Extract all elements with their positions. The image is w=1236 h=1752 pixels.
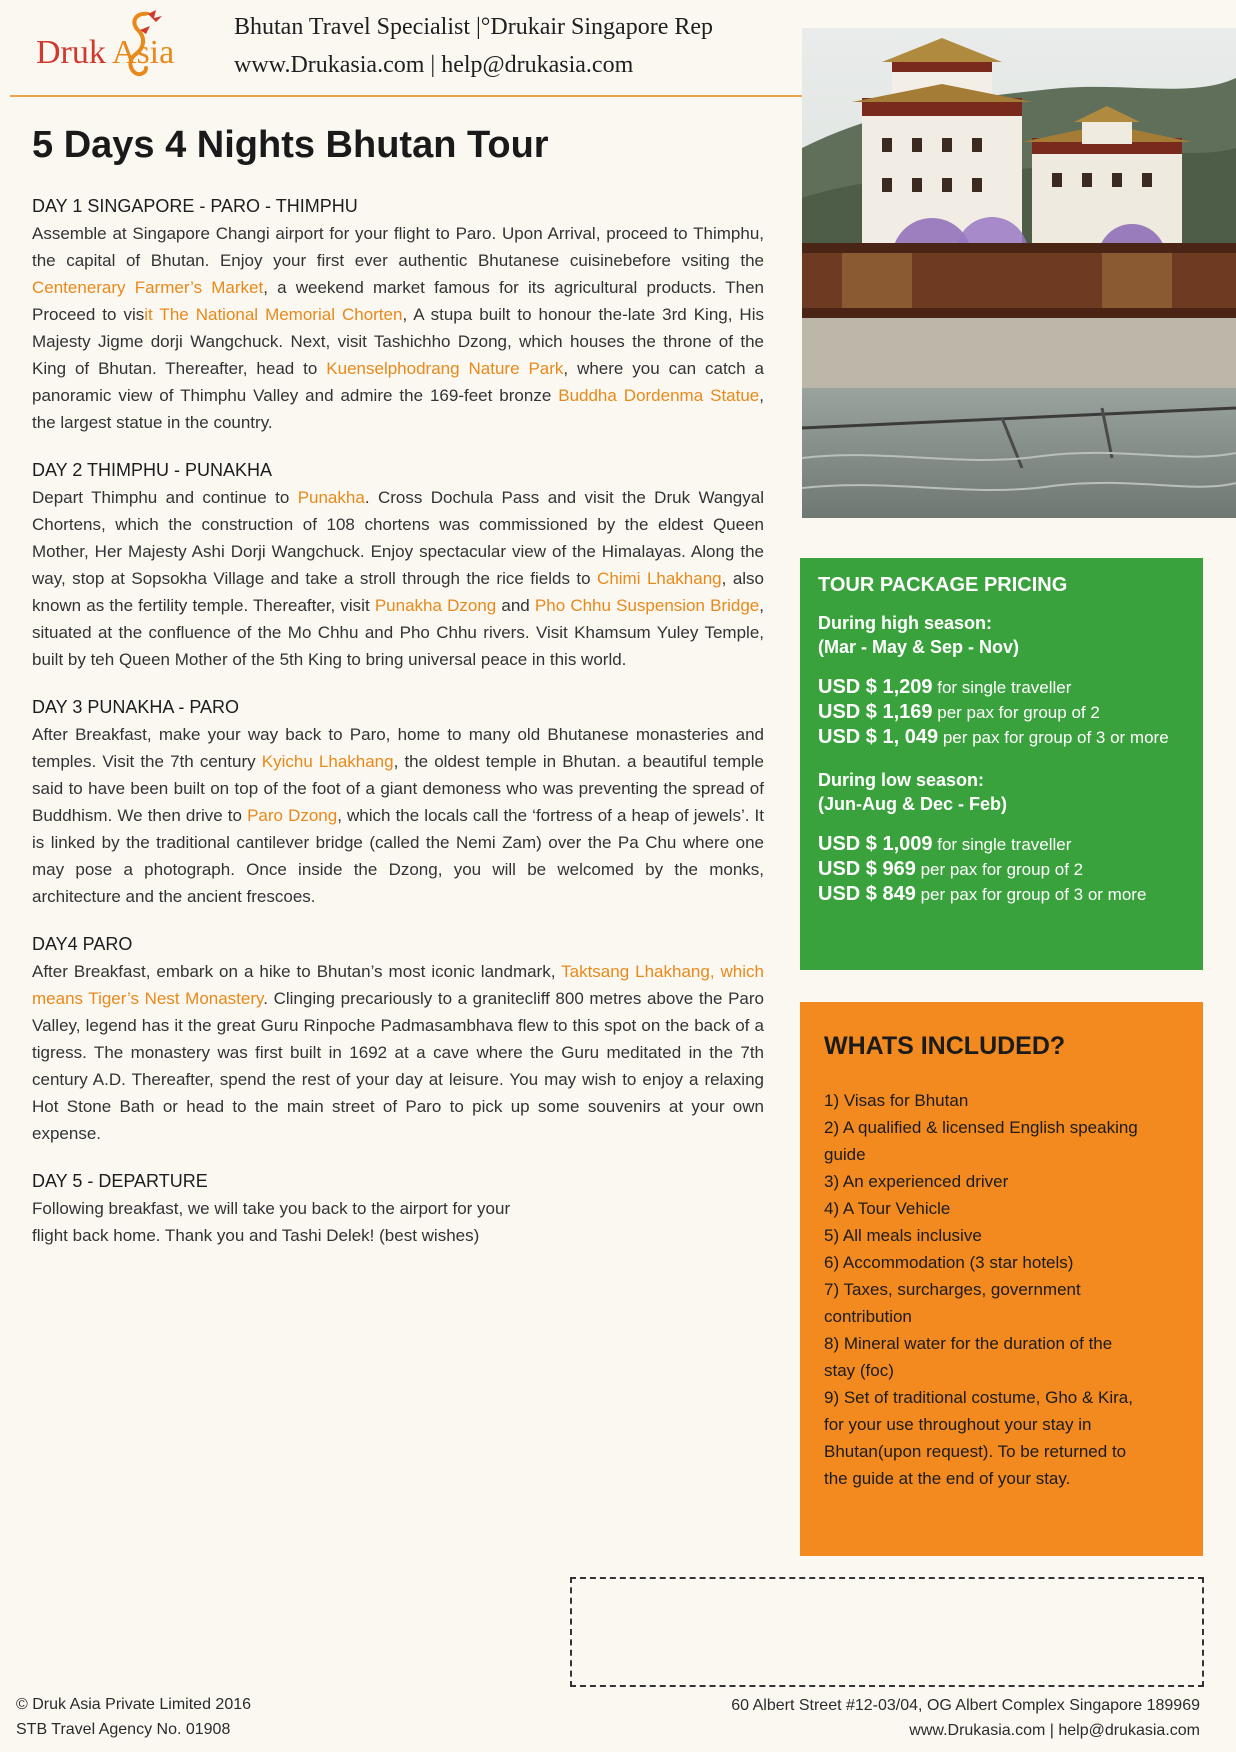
day-3-section	[32, 697, 764, 910]
attraction-highlight: Pho Chhu Suspension Bridge	[534, 596, 760, 615]
included-item: 7) Taxes, surcharges, government contribution	[824, 1280, 1081, 1326]
price-row	[818, 882, 1185, 907]
included-item: 9) Set of traditional costume, Gho & Kira, for your use throughout your stay in Bhutan(upon request). To be returned to the guide at the end of your stay.	[824, 1388, 1133, 1488]
header-tagline: Bhutan Travel Specialist |°Drukair Singapore Rep	[234, 14, 714, 40]
itinerary	[32, 196, 764, 1273]
text-segment: Assemble at Singapore Changi airport for your flight to Paro. Upon Arrival, proceed to Thimphu, the capital of Bhutan. Enjoy your first ever authentic Bhutanese cuisinebefore vsiting the	[32, 224, 764, 270]
price-amount: USD $ 849	[818, 883, 916, 905]
price-row	[818, 700, 1185, 725]
included-item: 4) A Tour Vehicle	[824, 1199, 951, 1218]
day-heading: DAY 1 SINGAPORE - PARO - THIMPHU	[32, 196, 358, 216]
day-2-section	[32, 460, 764, 673]
price-row	[818, 832, 1185, 857]
header-contact: www.Drukasia.com | help@drukasia.com	[234, 52, 634, 78]
day-description	[32, 721, 764, 910]
low-season-range: (Jun-Aug & Dec - Feb)	[818, 794, 1007, 814]
low-season-title: During low season:	[818, 770, 985, 790]
included-item: 1) Visas for Bhutan	[824, 1091, 969, 1110]
attraction-highlight: Chimi Lhakhang	[597, 569, 722, 588]
stamp-area	[570, 1577, 1204, 1687]
day-description	[32, 484, 764, 673]
attraction-highlight: Buddha Dordenma Statue	[558, 386, 760, 405]
included-list	[824, 1087, 1144, 1492]
footer-address: 60 Albert Street #12-03/04, OG Albert Complex Singapore 189969	[731, 1697, 1200, 1714]
text-segment: . Cross Dochula Pass and visit the Druk Wangyal Chortens, which the construction of 108 chortens was commissioned by the eldest Queen Mother, Her Majesty Ashi Dorji Wangchuck. Enjoy spectacular view of the Himalayas. Along the way, stop at Sopsokha Village and take a stroll through the rice fields to	[32, 488, 764, 588]
included-item: 2) A qualified & licensed English speaking guide	[824, 1118, 1138, 1164]
attraction-highlight: Taktsang Lhakhang, which means Tiger’s Nest Monastery	[32, 962, 764, 1008]
day-heading: DAY 2 THIMPHU - PUNAKHA	[32, 460, 273, 480]
footer-license: STB Travel Agency No. 01908	[16, 1721, 231, 1738]
text-segment: , situated at the confluence of the Mo Chhu and Pho Chhu rivers. Visit Khamsum Yuley Temple, built by teh Queen Mother of the 5th King to bring universal peace in this world.	[32, 596, 764, 669]
high-season-label	[818, 611, 1185, 659]
pricing-heading: TOUR PACKAGE PRICING	[818, 574, 1068, 596]
text-segment: Following breakfast, we will take you back to the airport for your flight back home. Thank you and Tashi Delek! (best wishes)	[32, 1199, 511, 1245]
attraction-highlight: it The National Memorial Chorten	[144, 305, 403, 324]
price-amount: USD $ 1,009	[818, 833, 933, 855]
text-segment: After Breakfast, embark on a hike to Bhutan’s most iconic landmark,	[32, 962, 562, 981]
text-segment: , where you can catch a panoramic view of Thimphu Valley and admire the 169-feet bronze	[32, 359, 765, 405]
page-title: 5 Days 4 Nights Bhutan Tour	[32, 124, 549, 166]
text-segment: . Clinging precariously to a granitecliff 800 metres above the Paro Valley, legend has it the great Guru Rinpoche Padmasambhava flew to this spot on the back of a tigress. The monastery was first built in 1692 at a cave where the Guru meditated in the 7th century A.D. Thereafter, spend the rest of your day at leisure. You may wish to enjoy a relaxing Hot Stone Bath or head to the main street of Paro to pick up some souvenirs at your own expense.	[32, 989, 764, 1143]
price-desc: per pax for group of 2	[937, 703, 1100, 722]
included-item: 8) Mineral water for the duration of the stay (foc)	[824, 1334, 1113, 1380]
header-divider	[10, 95, 802, 97]
day-5-section	[32, 1171, 764, 1249]
footer-contact: www.Drukasia.com | help@drukasia.com	[909, 1722, 1200, 1739]
text-segment: , the oldest temple in Bhutan. a beautiful temple said to have been built on top of the foot of a giant demoness who was preventing the spread of Buddhism. We then drive to	[32, 752, 764, 825]
attraction-highlight: Kyichu Lhakhang	[261, 752, 394, 771]
day-description	[32, 1195, 512, 1249]
day-heading: DAY 3 PUNAKHA - PARO	[32, 697, 240, 717]
included-item: 6) Accommodation (3 star hotels)	[824, 1253, 1074, 1272]
price-amount: USD $ 969	[818, 858, 916, 880]
druk-asia-logo	[36, 8, 216, 84]
price-amount: USD $ 1,209	[818, 676, 933, 698]
price-row	[818, 857, 1185, 882]
text-segment: , also known as the fertility temple. Thereafter, visit	[32, 569, 765, 615]
day-description	[32, 220, 764, 436]
day-heading: DAY4 PARO	[32, 934, 133, 954]
attraction-highlight: Punakha Dzong	[374, 596, 497, 615]
price-desc: per pax for group of 3 or more	[920, 885, 1147, 904]
price-amount: USD $ 1, 049	[818, 726, 939, 748]
high-season-range: (Mar - May & Sep - Nov)	[818, 637, 1020, 657]
day-heading: DAY 5 - DEPARTURE	[32, 1171, 208, 1191]
punakha-dzong-photo	[802, 28, 1236, 518]
high-season-title: During high season:	[818, 613, 993, 633]
price-desc: per pax for group of 3 or more	[942, 728, 1169, 747]
footer-copyright: © Druk Asia Private Limited 2016	[16, 1696, 252, 1713]
text-segment: and	[496, 596, 535, 615]
attraction-highlight: Paro Dzong	[247, 806, 338, 825]
text-segment: After Breakfast, make your way back to Paro, home to many old Bhutanese monasteries and temples. Visit the 7th century	[32, 725, 764, 771]
included-item: 5) All meals inclusive	[824, 1226, 982, 1245]
price-desc: for single traveller	[937, 678, 1072, 697]
attraction-highlight: Punakha	[297, 488, 365, 507]
high-season-prices	[818, 675, 1185, 750]
logo-asia: Asia	[111, 34, 175, 71]
day-4-section	[32, 934, 764, 1147]
attraction-highlight: Kuenselphodrang Nature Park	[326, 359, 564, 378]
text-segment: , A stupa built to honour the-late 3rd King, His Majesty Jigme dorji Wangchuck. Next, visit Tashichho Dzong, which houses the throne of the King of Bhutan. Thereafter, head to	[32, 305, 764, 378]
price-desc: per pax for group of 2	[920, 860, 1084, 879]
whats-included-panel	[800, 1002, 1203, 1556]
text-segment: , a weekend market famous for its agricultural products. Then Proceed to vis	[32, 278, 765, 324]
price-row	[818, 725, 1185, 750]
day-1-section	[32, 196, 764, 436]
text-segment: Depart Thimphu and continue to	[32, 488, 298, 507]
price-amount: USD $ 1,169	[818, 701, 933, 723]
dragon-icon	[118, 8, 164, 78]
price-desc: for single traveller	[937, 835, 1072, 854]
low-season-label	[818, 768, 1185, 816]
day-description	[32, 958, 764, 1147]
text-segment: , the largest statue in the country.	[32, 386, 764, 432]
included-item: 3) An experienced driver	[824, 1172, 1009, 1191]
attraction-highlight: Centenerary Farmer’s Market	[32, 278, 264, 297]
price-row	[818, 675, 1185, 700]
included-heading: WHATS INCLUDED?	[824, 1032, 1066, 1060]
logo-druk: Druk	[36, 34, 106, 71]
text-segment: , which the locals call the ‘fortress of a heap of jewels’. It is linked by the traditional cantilever bridge (called the Nemi Zam) over the Pa Chu where one may pose a photograph. Once inside the Dzong, you will be welcomed by the monks, architecture and the ancient frescoes.	[32, 806, 764, 906]
tour-pricing-panel	[800, 558, 1203, 970]
low-season-prices	[818, 832, 1185, 907]
